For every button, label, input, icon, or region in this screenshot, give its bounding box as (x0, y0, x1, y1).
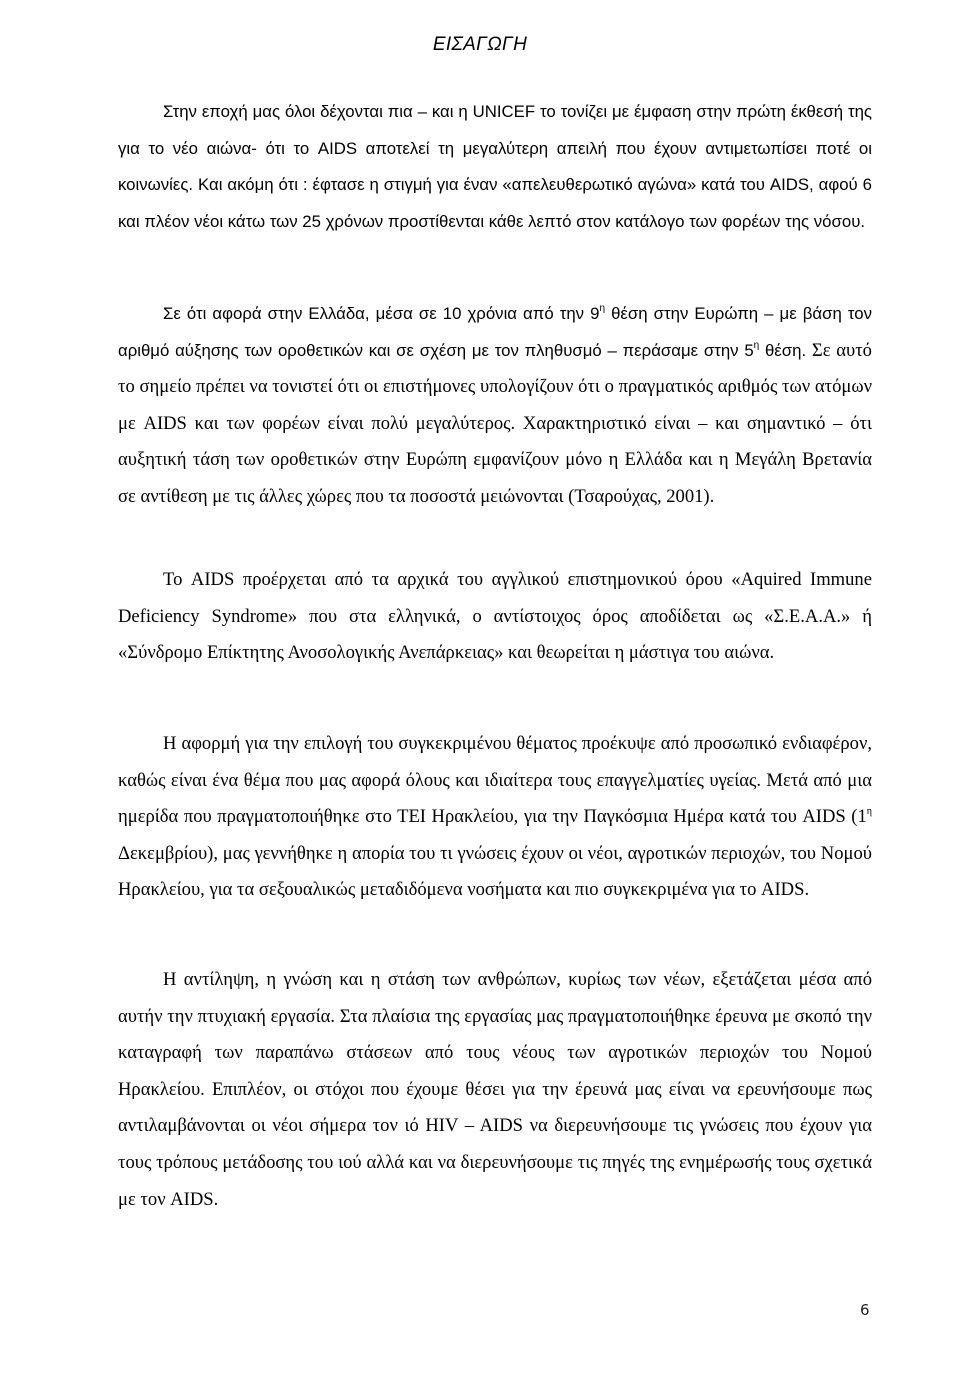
paragraph-2-text-d: Σε αυτό το σημείο πρέπει να τονιστεί ότι οι επιστήμονες υπολογίζουν ότι ο πραγματικός αριθμός των ατόμων με AIDS και των φορέων είναι πολύ μεγαλύτερος. Χαρακτηριστικό είναι – και σημαντικό – ότι αυξητική τάση των οροθετικών στην Ευρώπη εμφανίζουν μόνο η Ελλάδα και η Μεγάλη Βρετανία σε αντίθεση με τις άλλες χώρες που τα ποσοστά μειώνονται (Τσαρούχας, 2001). (118, 339, 872, 507)
paragraph-2-text-c: θέση. (759, 340, 807, 360)
paragraph-5 (118, 962, 872, 1218)
paragraph-3 (118, 562, 872, 672)
paragraph-3-text: Το AIDS προέρχεται από τα αρχικά του αγγλικού επιστημονικού όρου «Aquired Immune Deficiency Syndrome» που στα ελληνικά, ο αντίστοιχος όρος αποδίδεται ως «Σ.Ε.Α.Α.» ή «Σύνδρομο Επίκτητης Ανοσολογικής Ανεπάρκειας» και θεωρείται η μάστιγα του αιώνα. (118, 569, 872, 664)
paragraph-1-text: Στην εποχή μας όλοι δέχονται πια – και η UNICEF το τονίζει με έμφαση στην πρώτη έκθεσή της για το νέο αιώνα- ότι το AIDS αποτελεί τη μεγαλύτερη απειλή που έχουν αντιμετωπίσει ποτέ οι κοινωνίες. Και ακόμη ότι : έφτασε η στιγμή για έναν «απελευθερωτικό αγώνα» κατά του AIDS, αφού 6 και πλέον νέοι κάτω των 25 χρόνων προστίθενται κάθε λεπτό στον κατάλογο των φορέων της νόσου. (118, 102, 872, 231)
page-number: 6 (860, 1301, 870, 1319)
paragraph-2-text-a: Σε ότι αφορά στην Ελλάδα, μέσα σε 10 χρόνια από την 9 (163, 304, 600, 323)
ordinal-superscript: η (866, 806, 872, 818)
ordinal-superscript: η (753, 339, 760, 351)
paragraph-1 (118, 94, 872, 240)
page-title: ΕΙΣΑΓΩΓΗ (432, 34, 528, 55)
paragraph-4-text-a: Η αφορμή για την επιλογή του συγκεκριμένου θέματος προέκυψε από προσωπικό ενδιαφέρον, καθώς είναι ένα θέμα που μας αφορά όλους και ιδιαίτερα τους επαγγελματίες υγείας. Μετά από μια ημερίδα που πραγματοποιήθηκε στο ΤΕΙ Ηρακλείου, για την Παγκόσμια Ημέρα κατά του AIDS (1 (118, 733, 872, 828)
paragraph-4 (118, 726, 872, 909)
paragraph-2-text-b: θέση στην Ευρώπη – με βάση τον αριθμό αύξησης των οροθετικών και σε σχέση με τον πληθυσμό – περάσαμε στην 5 (118, 304, 872, 360)
ordinal-superscript: η (599, 303, 606, 314)
paragraph-2 (118, 296, 872, 516)
paragraph-4-text-b: Δεκεμβρίου), μας γεννήθηκε η απορία του τι γνώσεις έχουν οι νέοι, αγροτικών περιοχών, του Νομού Ηρακλείου, για τα σεξουαλικώς μεταδιδόμενα νοσήματα και πιο συγκεκριμένα για το AIDS. (118, 842, 872, 901)
paragraph-5-text: Η αντίληψη, η γνώση και η στάση των ανθρώπων, κυρίως των νέων, εξετάζεται μέσα από αυτήν την πτυχιακή εργασία. Στα πλαίσια της εργασίας μας πραγματοποιήθηκε έρευνα με σκοπό την καταγραφή των παραπάνω στάσεων από τους νέους των αγροτικών περιοχών του Νομού Ηρακλείου. Επιπλέον, οι στόχοι που έχουμε θέσει για την έρευνά μας είναι να ερευνήσουμε πως αντιλαμβάνονται οι νέοι σήμερα τον ιό HIV – AIDS να διερευνήσουμε τις γνώσεις που έχουν για τους τρόπους μετάδοσης του ιού αλλά και να διερευνήσουμε τις πηγές της ενημέρωσής τους σχετικά με τον AIDS. (118, 969, 872, 1210)
